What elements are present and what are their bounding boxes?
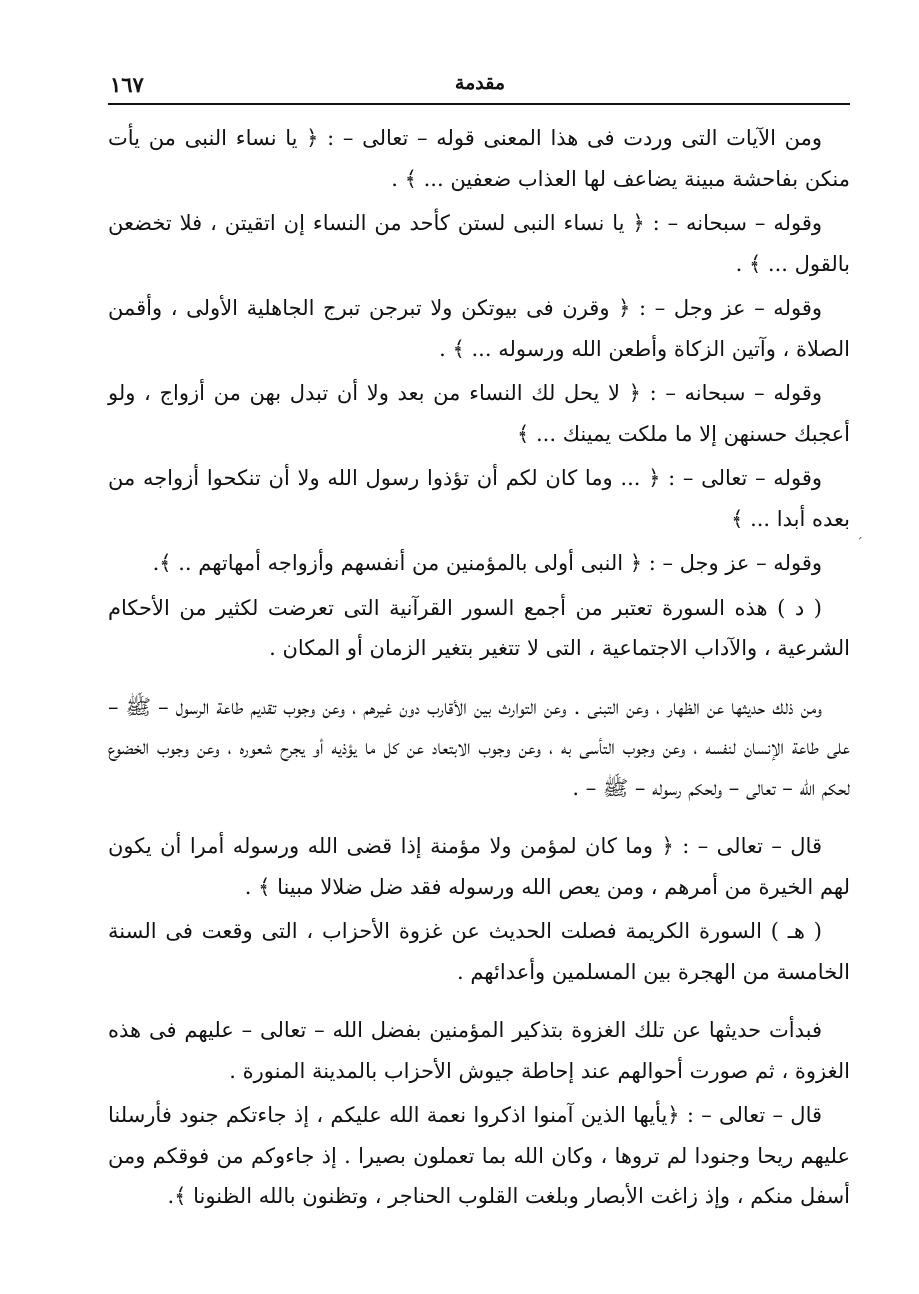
paragraph-9: قال – تعالى – : ﴿ وما كان لمؤمن ولا مؤمنة إذا قضى الله ورسوله أمرا أن يكون لهم الخيرة من أمرهم ، ومن يعص الله ورسوله فقد ضل ضلالا مبينا ﴾ . [108,834,850,899]
paragraph-1: ومن الآيات التى وردت فى هذا المعنى قوله – تعالى – : ﴿ يا نساء النبى من يأت منكن بفاحشة مبينة يضاعف لها العذاب ضعفين ... ﴾ . [108,126,850,191]
page-body [108,118,850,1221]
paragraph-8: ومن ذلك حديثها عن الظهار ، وعن التبنى . وعن التوارث بين الأقارب دون غيرهم ، وعن وجوب تقديم طاعة الرسول – ﷺ – على طاعة الإنسان لنفسه ، وعن وجوب التأسى به ، وعن وجوب الابتعاد عن كل ما يؤذيه أو يجرح شعوره ، وعن وجوب الخضوع لحكم الله – تعالى – ولحكم رسوله – ﷺ – . [108,694,850,800]
paragraph-2: وقوله – سبحانه – : ﴿ يا نساء النبى لستن كأحد من النساء إن اتقيتن ، فلا تخضعن بالقول ... ﴾ . [108,211,850,276]
paragraph-11: فبدأت حديثها عن تلك الغزوة بتذكير المؤمنين بفضل الله – تعالى – عليهم فى هذه الغزوة ، ثم صورت أحوالهم عند إحاطة جيوش الأحزاب بالمدينة المنورة . [108,1018,850,1083]
running-title: مقدمة [454,72,506,94]
paragraph-10: ( هـ ) السورة الكريمة فصلت الحديث عن غزوة الأحزاب ، التى وقعت فى السنة الخامسة من الهجرة بين المسلمين وأعدائهم . [108,919,850,984]
header-rule [108,103,850,105]
paragraph-6: وقوله – عز وجل – : ﴿ النبى أولى بالمؤمنين من أنفسهم وأزواجه أمهاتهم .. ﴾. [152,551,822,575]
paragraph-7: ( د ) هذه السورة تعتبر من أجمع السور القرآنية التى تعرضت لكثير من الأحكام الشرعية ، والآداب الاجتماعية ، التى لا تتغير بتغير الزمان أو المكان . [108,595,850,660]
paragraph-12: قال – تعالى – : ﴿يأيها الذين آمنوا اذكروا نعمة الله عليكم ، إذ جاءتكم جنود فأرسلنا عليهم ريحا وجنودا لم تروها ، وكان الله بما تعملون بصيرا . إذ جاءوكم من فوقكم ومن أسفل منكم ، وإذ زاغت الأبصار وبلغت القلوب الحناجر ، وتظنون بالله الظنونا ﴾. [108,1103,850,1208]
paragraph-4: وقوله – سبحانه – : ﴿ لا يحل لك النساء من بعد ولا أن تبدل بهن من أزواج ، ولو أعجبك حسنهن إلا ما ملكت يمينك ... ﴾ [108,381,850,446]
page-header [110,68,850,102]
page-number: ١٦٧ [110,72,144,97]
paragraph-3: وقوله – عز وجل – : ﴿ وقرن فى بيوتكن ولا تبرجن تبرج الجاهلية الأولى ، وأقمن الصلاة ، وآتين الزكاة وأطعن الله ورسوله ... ﴾ . [108,296,850,361]
paragraph-5: وقوله – تعالى – : ﴿ ... وما كان لكم أن تؤذوا رسول الله ولا أن تنكحوا أزواجه من بعده أبدا ... ﴾ [108,466,850,531]
margin-tick: ˊ [856,536,863,552]
